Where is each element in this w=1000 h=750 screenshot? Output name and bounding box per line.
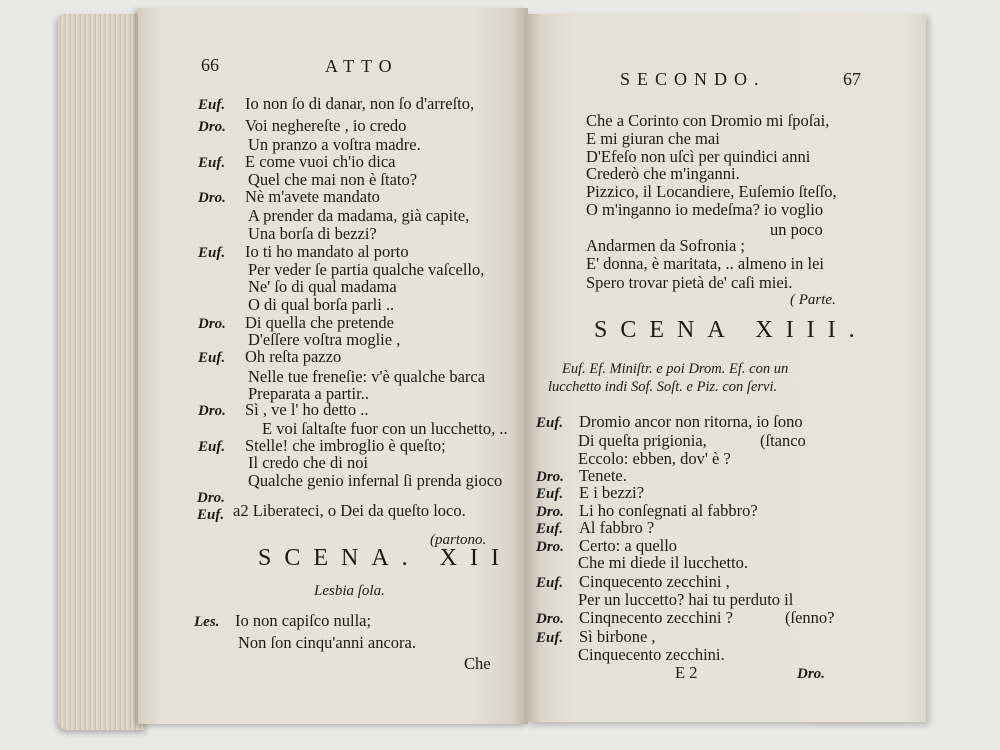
dialogue-line: Sì , ve l' ho detto ..: [245, 400, 369, 419]
dialogue-line: Il credo che di noi: [248, 453, 369, 472]
dialogue-line: Cinqnecento zecchini ?: [579, 608, 733, 627]
dialogue-line: Tenete.: [579, 466, 627, 485]
speaker-label: Dro.: [198, 119, 226, 135]
speaker-label: Dro.: [198, 190, 226, 206]
dialogue-line: D'eſſere voſtra moglie ,: [248, 330, 401, 349]
dialogue-line: O di qual borſa parli ..: [248, 295, 395, 314]
scene-title: SCENA XIII.: [594, 317, 868, 343]
dialogue-line: Una borſa di bezzi?: [248, 224, 377, 243]
speaker-label: Euf.: [198, 97, 226, 113]
dialogue-line: E come vuoi ch'io dica: [245, 152, 396, 171]
speaker-label: Euf.: [536, 415, 564, 431]
dialogue-line: Io non ſo di danar, non ſo d'arreſto,: [245, 94, 475, 113]
stage-direction: ( Parte.: [790, 292, 836, 308]
speaker-label: Dro.: [536, 611, 564, 627]
dialogue-line: A prender da madama, già capite,: [248, 206, 470, 225]
dialogue-line: Io non capiſco nulla;: [235, 611, 372, 630]
speaker-label: Euf.: [198, 350, 226, 366]
dialogue-line: Al fabbro ?: [579, 518, 655, 537]
speaker-label: Dro.: [536, 539, 564, 555]
scene-cast: lucchetto indi Sof. Soſt. e Piz. con ſervi.: [548, 379, 778, 395]
speaker-label: Euf.: [536, 486, 564, 502]
scene-cast: Lesbia ſola.: [314, 583, 385, 599]
verse-line: O m'inganno io medeſma? io voglio: [586, 200, 824, 219]
dialogue-line: Per un luccetto? hai tu perduto il: [578, 590, 794, 609]
verse-continuation: un poco: [770, 220, 823, 239]
catchword: Che: [464, 654, 491, 673]
dialogue-line: Dromio ancor non ritorna, io ſono: [579, 412, 803, 431]
dialogue-line: Voi neghereſte , io credo: [245, 116, 407, 135]
verse-line: Crederò che m'inganni.: [586, 164, 740, 183]
running-head-left: ATTO: [325, 56, 399, 76]
dialogue-line: Li ho conſegnati al fabbro?: [579, 501, 758, 520]
duet-line: a2 Liberateci, o Dei da queſto loco.: [233, 501, 466, 520]
speaker-label: Dro.: [536, 469, 564, 485]
scene-title: SCENA. XII: [258, 545, 512, 571]
page-number-right: 67: [843, 69, 861, 89]
speaker-label: Dro.: [198, 403, 226, 419]
duet-speaker: Euf.: [197, 507, 225, 523]
speaker-label: Dro.: [198, 316, 226, 332]
running-head-right: SECONDO.: [620, 69, 766, 89]
dialogue-line: Di quella che pretende: [245, 313, 394, 332]
dialogue-line: Qualche genio infernal ſi prenda gioco: [248, 471, 503, 490]
dialogue-line: Un pranzo a voſtra madre.: [248, 135, 421, 154]
verse-line: Pizzico, il Locandiere, Euſemio ſteſſo,: [586, 182, 837, 201]
dialogue-line: Di queſta prigionia,: [578, 431, 707, 450]
verse-line: E' donna, è maritata, .. almeno in lei: [586, 254, 825, 273]
speaker-label: Euf.: [198, 439, 226, 455]
speaker-label: Euf.: [536, 630, 564, 646]
dialogue-line: Oh reſta pazzo: [245, 347, 342, 366]
speaker-label: Euf.: [198, 155, 226, 171]
dialogue-line: Per veder ſe partia qualche vaſcello,: [248, 260, 485, 279]
dialogue-line: Nè m'avete mandato: [245, 187, 380, 206]
stage-direction: (partono.: [430, 532, 487, 548]
speaker-label: Euf.: [198, 245, 226, 261]
dialogue-line: Cinquecento zecchini.: [578, 645, 725, 664]
page-edges: [58, 14, 148, 730]
dialogue-line: Cinquecento zecchini ,: [579, 572, 730, 591]
scene-cast: Euf. Ef. Miniſtr. e poi Drom. Ef. con un: [562, 361, 789, 377]
dialogue-line: Preparata a partir..: [248, 384, 369, 403]
speaker-label: Les.: [194, 614, 220, 630]
verse-line: Andarmen da Sofronia ;: [586, 236, 745, 255]
dialogue-line: Stelle! che imbroglio è queſto;: [245, 436, 446, 455]
aside-text: (ſenno?: [785, 608, 835, 627]
speaker-label: Euf.: [536, 521, 564, 537]
dialogue-line: E i bezzi?: [579, 483, 645, 502]
speaker-label: Euf.: [536, 575, 564, 591]
signature-mark: E 2: [675, 663, 698, 682]
dialogue-line: Eccolo: ebben, dov' è ?: [578, 449, 731, 468]
verse-line: E mi giuran che mai: [586, 129, 720, 148]
aside-text: (ſtanco: [760, 431, 806, 450]
dialogue-line: Quel che mai non è ſtato?: [248, 170, 418, 189]
dialogue-line: Non ſon cinqu'anni ancora.: [238, 633, 417, 652]
dialogue-line: Nelle tue freneſie: v'è qualche barca: [248, 367, 486, 386]
dialogue-line: E voi ſaltaſte fuor con un lucchetto, ..: [262, 419, 508, 438]
duet-speaker: Dro.: [197, 490, 225, 506]
speaker-label: Dro.: [536, 504, 564, 520]
dialogue-line: Ne' ſo di qual madama: [248, 277, 397, 296]
verse-line: D'Efeſo non uſcì per quindici anni: [586, 147, 811, 166]
verse-line: Spero trovar pietà de' caſi miei.: [586, 273, 793, 292]
verse-line: Che a Corinto con Dromio mi ſpoſai,: [586, 111, 830, 130]
dialogue-line: Sì birbone ,: [579, 627, 656, 646]
page-number-left: 66: [201, 55, 219, 75]
dialogue-line: Che mi diede il lucchetto.: [578, 553, 748, 572]
catchword: Dro.: [797, 666, 825, 682]
dialogue-line: Certo: a quello: [579, 536, 678, 555]
dialogue-line: Io ti ho mandato al porto: [245, 242, 409, 261]
